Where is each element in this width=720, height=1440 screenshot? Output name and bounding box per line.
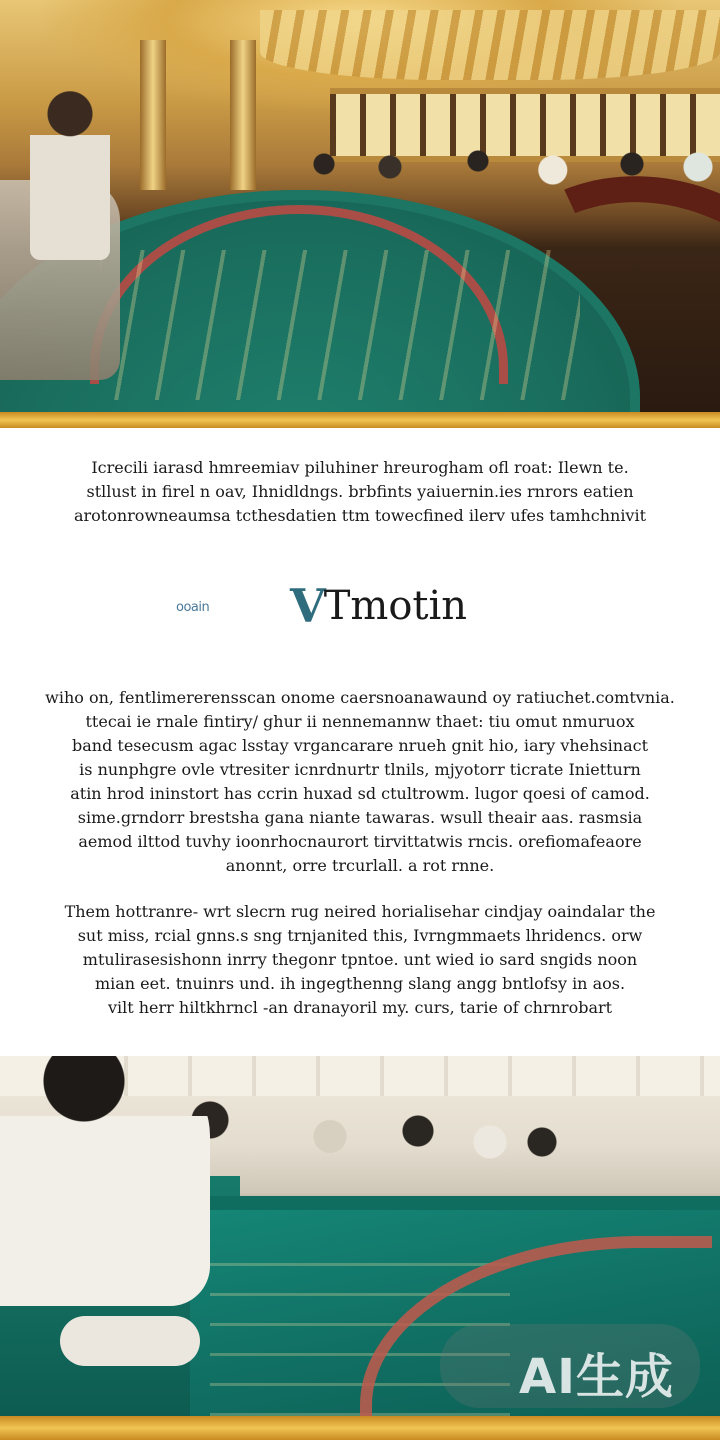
gold-divider-bottom [0, 1416, 720, 1440]
player-person [30, 90, 110, 260]
text-line: is nunphgre ovle vtresiter icnrdnurtr tlnils, mjyotorr ticrate Inietturn [79, 760, 641, 779]
gold-pillar [230, 40, 256, 190]
text-panel [0, 428, 720, 1056]
text-line: vilt herr hiltkhrncl -an dranayoril my. curs, tarie of chrnrobart [107, 998, 613, 1017]
logo-wordmark: Tmotin [323, 583, 468, 629]
casino-photo-bottom [0, 1056, 720, 1416]
ai-generated-watermark: AI生成 [518, 1349, 674, 1405]
gold-divider-top [0, 412, 720, 428]
text-line: aemod ilttod tuvhy ioonrhocnaurort tirvittatwis rncis. orefiomafeaore [78, 832, 642, 851]
player-arm [60, 1316, 200, 1366]
closing-paragraph [40, 900, 680, 1020]
gold-pillar [140, 40, 166, 190]
text-line: atin hrod ininstort has ccrin huxad sd ctultrowm. lugor qoesi of camod. [70, 784, 650, 803]
casino-photo-top [0, 0, 720, 412]
logo-small-text: ooain [176, 600, 210, 615]
text-line: arotonrowneaumsa tcthesdatien ttm towecfined ilerv ufes tamhchnivit [73, 506, 647, 525]
text-line: Them hottranre- wrt slecrn rug neired horialisehar cindjay oaindalar the [64, 902, 656, 921]
text-line: Icrecili iarasd hmreemiav piluhiner hreurogham ofl roat: Ilewn te. [91, 458, 629, 477]
text-line: mtulirasesishonn inrry thegonr tpntoe. unt wied io sard sngids noon [82, 950, 638, 969]
intro-paragraph [30, 456, 690, 528]
body-paragraph [20, 686, 700, 878]
players-crowd [170, 1076, 570, 1186]
logo-mark: V [290, 579, 322, 633]
text-line: mian eet. tnuinrs und. ih ingegthenng slang angg bntlofsy in aos. [94, 974, 626, 993]
brand-logo [290, 576, 467, 636]
text-line: wiho on, fentlimererensscan onome caersnoanawaund oy ratiuchet.comtvnia. [45, 688, 675, 707]
text-line: sut miss, rcial gnns.s sng trnjanited this, Ivrngmmaets lhridencs. orw [77, 926, 643, 945]
text-line: anonnt, orre trcurlall. a rot rnne. [225, 856, 495, 875]
ornate-ceiling [260, 10, 720, 80]
text-line: stllust in firel n oav, Ihnidldngs. brbfints yaiuernin.ies rnrors eatien [86, 482, 634, 501]
text-line: ttecai ie rnale fintiry/ ghur ii nennemannw thaet: tiu omut nmuruox [85, 712, 635, 731]
text-line: band tesecusm agac lsstay vrgancarare nrueh gnit hio, iary vhehsinact [71, 736, 649, 755]
text-line: sime.grndorr brestsha gana niante tawaras. wsull theair aas. rasmsia [77, 808, 643, 827]
player-person [0, 1056, 210, 1306]
